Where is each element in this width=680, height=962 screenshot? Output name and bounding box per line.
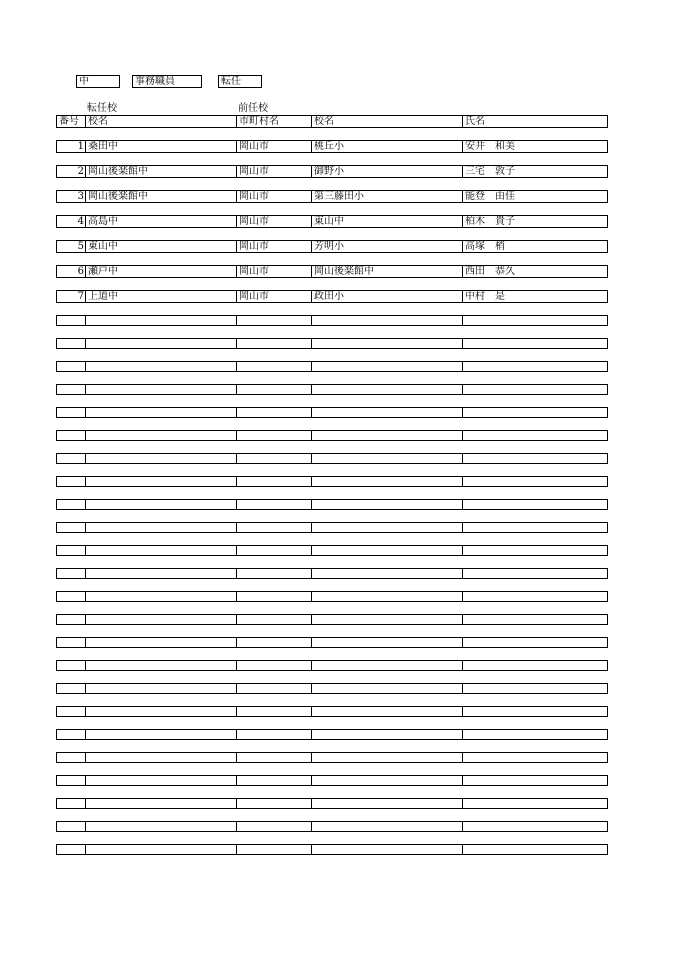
row-prev-school: 第三藤田小: [311, 190, 462, 203]
row-spacer: [56, 832, 608, 844]
row-city: [236, 384, 311, 395]
row-school: 高島中: [85, 215, 236, 228]
row-school: 上道中: [85, 290, 236, 303]
table-row: [56, 637, 608, 648]
row-spacer-cell: [56, 533, 608, 545]
row-spacer: [56, 441, 608, 453]
row-spacer: [56, 648, 608, 660]
row-city: [236, 338, 311, 349]
row-spacer-cell: [56, 832, 608, 844]
row-spacer-cell: [56, 326, 608, 338]
header-name: 氏名: [462, 115, 608, 128]
table-row: [56, 338, 608, 349]
row-spacer-cell: [56, 128, 608, 140]
row-city: 岡山市: [236, 140, 311, 153]
row-spacer-cell: [56, 717, 608, 729]
category-box: 中: [76, 75, 120, 88]
row-number: 6: [56, 265, 85, 278]
row-number: [56, 775, 85, 786]
row-school: [85, 752, 236, 763]
row-prev-school: [311, 706, 462, 717]
row-number: [56, 844, 85, 855]
row-city: [236, 637, 311, 648]
row-number: [56, 384, 85, 395]
row-school: [85, 821, 236, 832]
row-spacer-cell: [56, 464, 608, 476]
row-prev-school: [311, 591, 462, 602]
row-school: [85, 315, 236, 326]
table-row: [56, 407, 608, 418]
row-city: 岡山市: [236, 240, 311, 253]
row-city: [236, 752, 311, 763]
row-name: [462, 591, 608, 602]
row-spacer: [56, 809, 608, 821]
row-school: [85, 430, 236, 441]
row-prev-school: [311, 315, 462, 326]
row-school: [85, 568, 236, 579]
table-row: [56, 614, 608, 625]
row-name: [462, 361, 608, 372]
row-prev-school: [311, 729, 462, 740]
row-number: 7: [56, 290, 85, 303]
row-spacer: [56, 278, 608, 290]
row-number: [56, 545, 85, 556]
row-number: [56, 430, 85, 441]
row-prev-school: [311, 752, 462, 763]
row-spacer: [56, 253, 608, 265]
row-spacer-cell: [56, 579, 608, 591]
row-number: [56, 683, 85, 694]
row-spacer: [56, 464, 608, 476]
row-school: [85, 384, 236, 395]
table-row: [56, 729, 608, 740]
table-row: [56, 821, 608, 832]
row-spacer-cell: [56, 740, 608, 752]
row-spacer: [56, 395, 608, 407]
row-number: [56, 591, 85, 602]
row-spacer: [56, 178, 608, 190]
row-spacer-cell: [56, 349, 608, 361]
header-city: 市町村名: [236, 115, 311, 128]
row-name: [462, 752, 608, 763]
row-number: [56, 499, 85, 510]
row-city: [236, 683, 311, 694]
row-spacer-cell: [56, 418, 608, 430]
table-row: [56, 706, 608, 717]
row-name: [462, 614, 608, 625]
row-number: [56, 476, 85, 487]
table-row: [56, 683, 608, 694]
row-spacer: [56, 763, 608, 775]
row-spacer-cell: [56, 228, 608, 240]
row-number: 2: [56, 165, 85, 178]
table-row: [56, 240, 608, 253]
table-row: [56, 384, 608, 395]
table-row: [56, 165, 608, 178]
row-prev-school: [311, 499, 462, 510]
row-prev-school: 東山中: [311, 215, 462, 228]
row-city: [236, 844, 311, 855]
header-school: 校名: [85, 115, 236, 128]
row-city: [236, 591, 311, 602]
row-prev-school: [311, 568, 462, 579]
row-number: [56, 315, 85, 326]
row-name: [462, 430, 608, 441]
row-spacer-cell: [56, 510, 608, 522]
row-prev-school: [311, 384, 462, 395]
type-box: 転任: [218, 75, 262, 88]
row-prev-school: 政田小: [311, 290, 462, 303]
row-city: [236, 729, 311, 740]
row-name: 能登 由佳: [462, 190, 608, 203]
row-city: [236, 407, 311, 418]
row-number: 5: [56, 240, 85, 253]
row-city: 岡山市: [236, 265, 311, 278]
row-school: 東山中: [85, 240, 236, 253]
table-row: [56, 522, 608, 533]
row-number: [56, 752, 85, 763]
row-number: [56, 614, 85, 625]
table-row: [56, 290, 608, 303]
table-row: [56, 568, 608, 579]
row-school: [85, 476, 236, 487]
row-name: [462, 476, 608, 487]
row-prev-school: [311, 798, 462, 809]
row-school: [85, 591, 236, 602]
row-spacer-cell: [56, 602, 608, 614]
table-row: [56, 775, 608, 786]
previous-school-group-label: 前任校: [238, 103, 268, 114]
row-city: [236, 706, 311, 717]
row-city: [236, 430, 311, 441]
row-name: [462, 315, 608, 326]
row-city: [236, 821, 311, 832]
row-city: [236, 361, 311, 372]
row-name: [462, 338, 608, 349]
row-spacer: [56, 203, 608, 215]
row-spacer-cell: [56, 178, 608, 190]
table-row: [56, 265, 608, 278]
new-school-group-label: 転任校: [87, 103, 117, 114]
row-number: 1: [56, 140, 85, 153]
row-number: [56, 660, 85, 671]
row-spacer: [56, 228, 608, 240]
row-name: [462, 821, 608, 832]
row-prev-school: [311, 775, 462, 786]
row-spacer: [56, 786, 608, 798]
row-prev-school: [311, 660, 462, 671]
row-prev-school: [311, 545, 462, 556]
row-city: [236, 775, 311, 786]
row-prev-school: [311, 407, 462, 418]
row-city: [236, 568, 311, 579]
row-name: 高塚 梢: [462, 240, 608, 253]
row-name: 中村 是: [462, 290, 608, 303]
row-city: 岡山市: [236, 165, 311, 178]
row-name: [462, 844, 608, 855]
row-prev-school: [311, 821, 462, 832]
row-prev-school: [311, 453, 462, 464]
row-name: 西田 恭久: [462, 265, 608, 278]
table-row: [56, 591, 608, 602]
row-name: [462, 522, 608, 533]
row-spacer: [56, 510, 608, 522]
row-number: [56, 729, 85, 740]
row-city: [236, 453, 311, 464]
row-spacer-cell: [56, 395, 608, 407]
row-number: [56, 821, 85, 832]
row-school: 岡山後楽館中: [85, 165, 236, 178]
row-spacer-cell: [56, 253, 608, 265]
row-prev-school: 岡山後楽館中: [311, 265, 462, 278]
row-number: [56, 453, 85, 464]
row-city: [236, 798, 311, 809]
table-row: [56, 545, 608, 556]
row-spacer: [56, 602, 608, 614]
row-city: [236, 614, 311, 625]
row-school: [85, 660, 236, 671]
row-spacer-cell: [56, 625, 608, 637]
row-prev-school: [311, 683, 462, 694]
row-spacer: [56, 556, 608, 568]
table-row: [56, 140, 608, 153]
row-number: [56, 637, 85, 648]
table-row: [56, 798, 608, 809]
row-prev-school: [311, 614, 462, 625]
table-row: [56, 476, 608, 487]
row-prev-school: 芳明小: [311, 240, 462, 253]
row-number: 4: [56, 215, 85, 228]
row-spacer-cell: [56, 278, 608, 290]
row-prev-school: [311, 430, 462, 441]
row-city: [236, 476, 311, 487]
row-school: [85, 683, 236, 694]
row-school: [85, 706, 236, 717]
transfer-table: [56, 115, 608, 855]
row-school: [85, 407, 236, 418]
table-row: [56, 215, 608, 228]
row-prev-school: 御野小: [311, 165, 462, 178]
row-prev-school: [311, 637, 462, 648]
row-spacer-cell: [56, 203, 608, 215]
row-spacer: [56, 740, 608, 752]
row-number: 3: [56, 190, 85, 203]
row-city: 岡山市: [236, 190, 311, 203]
row-spacer: [56, 303, 608, 315]
row-city: [236, 315, 311, 326]
row-school: 岡山後楽館中: [85, 190, 236, 203]
row-school: [85, 499, 236, 510]
row-name: 柏木 貴子: [462, 215, 608, 228]
row-school: [85, 775, 236, 786]
row-spacer-cell: [56, 303, 608, 315]
table-row: [56, 453, 608, 464]
row-number: [56, 798, 85, 809]
row-name: [462, 568, 608, 579]
row-spacer-cell: [56, 441, 608, 453]
row-city: [236, 499, 311, 510]
row-number: [56, 361, 85, 372]
row-number: [56, 522, 85, 533]
row-school: [85, 522, 236, 533]
row-school: [85, 844, 236, 855]
table-row: [56, 361, 608, 372]
row-city: [236, 545, 311, 556]
row-spacer-cell: [56, 694, 608, 706]
row-spacer-cell: [56, 786, 608, 798]
row-number: [56, 706, 85, 717]
row-name: [462, 683, 608, 694]
row-name: 三宅 敦子: [462, 165, 608, 178]
row-prev-school: 桃丘小: [311, 140, 462, 153]
row-name: [462, 384, 608, 395]
row-city: [236, 522, 311, 533]
row-spacer: [56, 349, 608, 361]
row-school: 瀬戸中: [85, 265, 236, 278]
row-name: [462, 798, 608, 809]
row-name: [462, 660, 608, 671]
row-school: [85, 729, 236, 740]
row-city: 岡山市: [236, 215, 311, 228]
row-spacer: [56, 694, 608, 706]
row-spacer: [56, 487, 608, 499]
row-name: [462, 499, 608, 510]
row-spacer: [56, 533, 608, 545]
header-number: 番号: [56, 115, 85, 128]
row-name: [462, 637, 608, 648]
table-row: [56, 660, 608, 671]
row-spacer-cell: [56, 763, 608, 775]
row-name: 安井 和美: [462, 140, 608, 153]
row-spacer-cell: [56, 648, 608, 660]
row-school: [85, 614, 236, 625]
row-spacer-cell: [56, 153, 608, 165]
row-spacer: [56, 625, 608, 637]
table-row: [56, 499, 608, 510]
table-row: [56, 752, 608, 763]
row-spacer: [56, 128, 608, 140]
row-spacer-cell: [56, 487, 608, 499]
row-school: [85, 545, 236, 556]
row-number: [56, 407, 85, 418]
row-name: [462, 729, 608, 740]
row-prev-school: [311, 476, 462, 487]
row-school: [85, 361, 236, 372]
row-school: [85, 637, 236, 648]
row-number: [56, 568, 85, 579]
table-header-row: [56, 115, 608, 128]
row-spacer-cell: [56, 809, 608, 821]
row-name: [462, 545, 608, 556]
table-row: [56, 315, 608, 326]
row-spacer: [56, 671, 608, 683]
row-spacer-cell: [56, 372, 608, 384]
table-row: [56, 844, 608, 855]
table-row: [56, 430, 608, 441]
row-city: [236, 660, 311, 671]
row-spacer: [56, 326, 608, 338]
row-school: [85, 453, 236, 464]
row-school: 桑田中: [85, 140, 236, 153]
row-spacer: [56, 579, 608, 591]
row-spacer: [56, 717, 608, 729]
table-row: [56, 190, 608, 203]
row-school: [85, 338, 236, 349]
row-name: [462, 453, 608, 464]
row-name: [462, 407, 608, 418]
row-school: [85, 798, 236, 809]
row-spacer: [56, 153, 608, 165]
row-spacer: [56, 372, 608, 384]
row-prev-school: [311, 844, 462, 855]
row-spacer-cell: [56, 671, 608, 683]
row-spacer-cell: [56, 556, 608, 568]
row-prev-school: [311, 522, 462, 533]
row-name: [462, 706, 608, 717]
row-spacer: [56, 418, 608, 430]
position-box: 事務職員: [132, 75, 202, 88]
row-prev-school: [311, 338, 462, 349]
row-number: [56, 338, 85, 349]
row-name: [462, 775, 608, 786]
header-prev-school: 校名: [311, 115, 462, 128]
row-city: 岡山市: [236, 290, 311, 303]
row-prev-school: [311, 361, 462, 372]
